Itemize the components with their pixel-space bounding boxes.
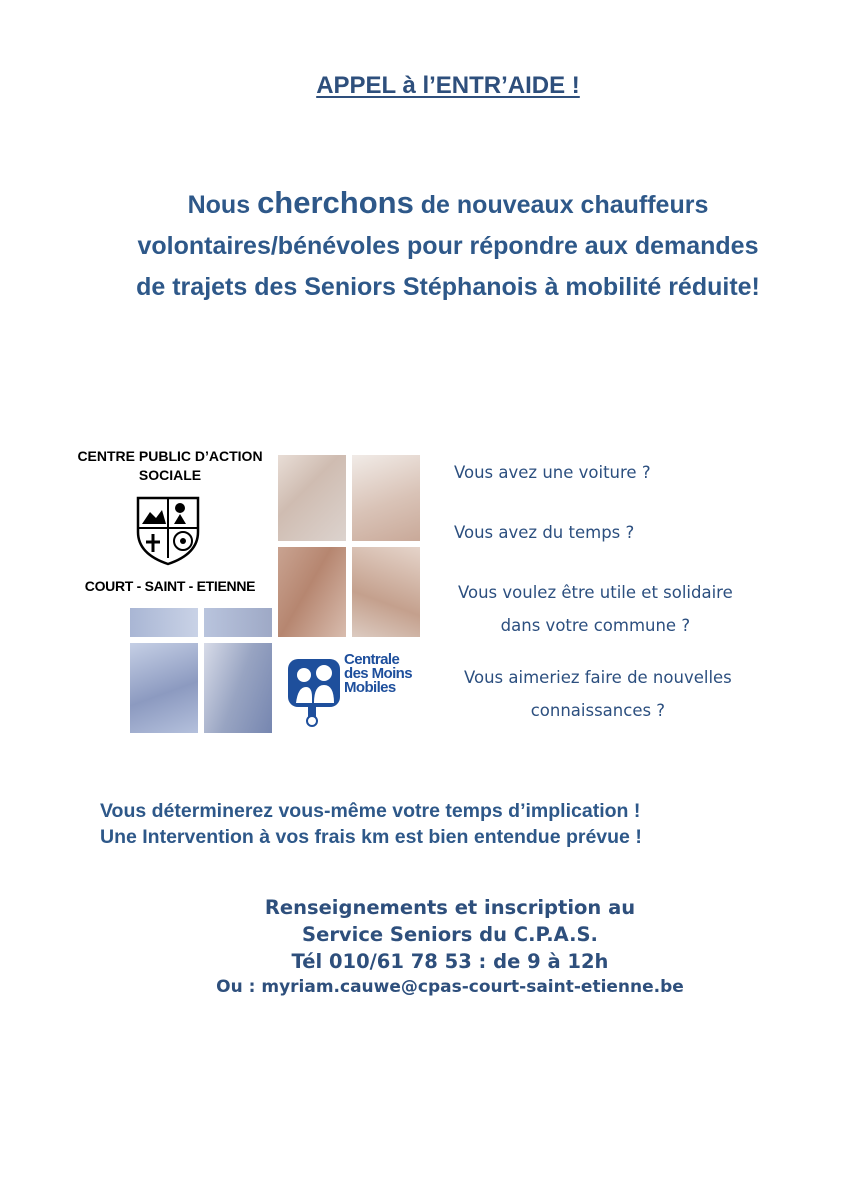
- contact-line: Service Seniors du C.P.A.S.: [302, 923, 598, 946]
- cmm-logo-text: [344, 653, 424, 695]
- intro-line-3: de trajets des Seniors Stéphanois à mobilité réduite!: [136, 273, 760, 301]
- cmm-logo-icon: [286, 653, 342, 727]
- contact-line: Renseignements et inscription au: [264, 896, 636, 919]
- cmm-logo-line: Mobiles: [344, 679, 396, 696]
- info-block: [100, 798, 820, 850]
- question-line: dans votre commune ?: [500, 616, 691, 635]
- question-line: Vous voulez être utile et solidaire: [458, 583, 733, 602]
- intro-text: de nouveaux chauffeurs: [413, 191, 709, 219]
- page-title: APPEL à l’ENTR’AIDE !: [316, 72, 580, 99]
- cpas-logo-line: CENTRE PUBLIC D’ACTION: [77, 448, 263, 464]
- cmm-logo-line: des Moins: [344, 665, 412, 682]
- cpas-logo-line: SOCIALE: [138, 467, 202, 483]
- contact-email: Ou : myriam.cauwe@cpas-court-saint-etienne.be: [216, 977, 684, 997]
- question-line: Vous aimeriez faire de nouvelles: [464, 668, 732, 687]
- question-item: [458, 576, 733, 642]
- intro-text: Nous: [187, 191, 258, 219]
- photo-tile-blue: [130, 608, 198, 637]
- cmm-logo-line: Centrale: [344, 651, 400, 668]
- info-line: Une Intervention à vos frais km est bien entendue prévue !: [100, 826, 642, 848]
- question-item: Vous avez du temps ?: [454, 523, 635, 542]
- cpas-logo-city: COURT - SAINT - ETIENNE: [84, 578, 256, 594]
- photo-tile-hands: [278, 547, 346, 637]
- question-line: connaissances ?: [530, 701, 666, 720]
- cpas-logo-title: [75, 447, 265, 485]
- intro-line-1: [60, 182, 836, 226]
- photo-tile-blue: [204, 608, 272, 637]
- intro-emphasis: cherchons: [257, 185, 414, 220]
- contact-phone: Tél 010/61 78 53 : de 9 à 12h: [291, 950, 609, 973]
- photo-tile-hands: [352, 547, 420, 637]
- photo-tile-blue: [204, 643, 272, 733]
- photo-tile-hands: [352, 455, 420, 541]
- question-item: [464, 661, 732, 727]
- intro-paragraph: [60, 182, 836, 308]
- intro-line-2: volontaires/bénévoles pour répondre aux demandes: [137, 232, 759, 260]
- info-line: Vous déterminerez vous-même votre temps d’implication !: [100, 800, 641, 822]
- photo-tile-hands: [278, 455, 346, 541]
- photo-tile-blue: [130, 643, 198, 733]
- cmm-logo: [278, 643, 424, 735]
- question-item: Vous avez une voiture ?: [454, 463, 651, 482]
- contact-block: [150, 894, 750, 999]
- coat-of-arms-icon: [134, 494, 202, 566]
